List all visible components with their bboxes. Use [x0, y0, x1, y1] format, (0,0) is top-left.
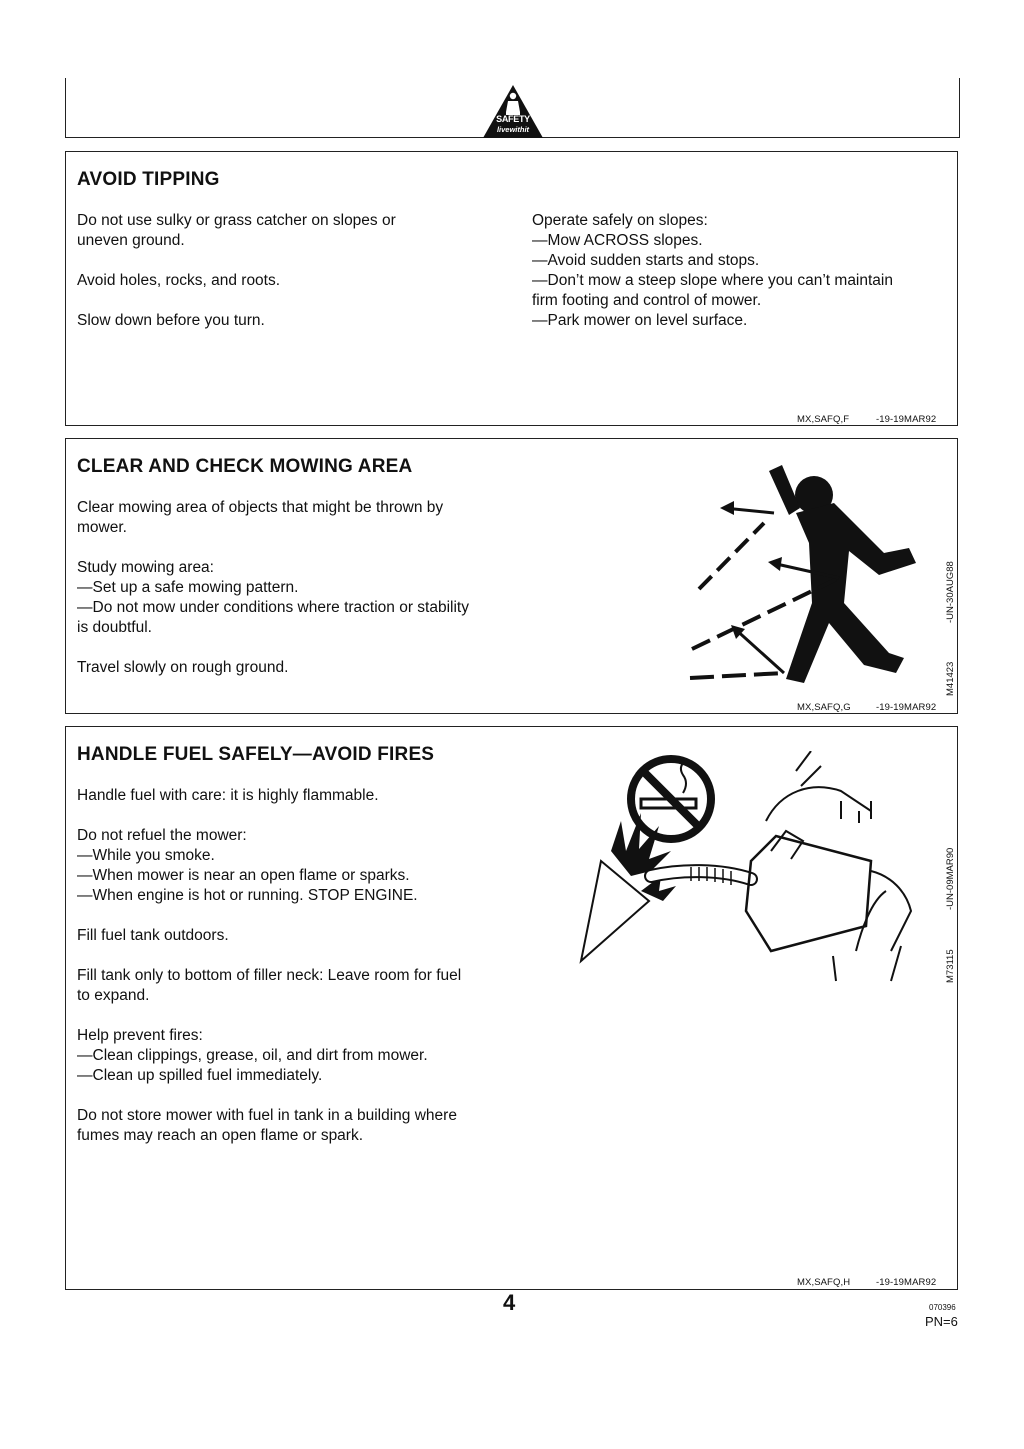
figure-id: M41423 [945, 661, 956, 696]
safety-logo [482, 84, 544, 139]
paragraph-line: Handle fuel with care: it is highly flammable. [77, 787, 379, 804]
paragraph-line: Study mowing area: [77, 559, 214, 576]
paragraph-line: —Mow ACROSS slopes. [532, 232, 703, 249]
paragraph-line: Fill tank only to bottom of filler neck: Leave room for fuel [77, 967, 462, 984]
section-title: AVOID TIPPING [77, 169, 220, 190]
paragraph-line: —Park mower on level surface. [532, 312, 748, 329]
paragraph-line: —Avoid sudden starts and stops. [532, 252, 760, 269]
paragraph-line: —Clean clippings, grease, oil, and dirt from mower. [77, 1047, 428, 1064]
page-code: PN=6 [925, 1314, 958, 1329]
section-date-code: -19-19MAR92 [876, 414, 937, 425]
paragraph-line: —While you smoke. [77, 847, 215, 864]
paragraph-line: —When engine is hot or running. STOP ENGINE. [77, 887, 418, 904]
paragraph-line: Do not use sulky or grass catcher on slopes or [77, 212, 396, 229]
paragraph-line: Operate safely on slopes: [532, 212, 708, 229]
paragraph-line: uneven ground. [77, 232, 185, 249]
section-title: HANDLE FUEL SAFELY—AVOID FIRES [77, 744, 435, 765]
paragraph-line: fumes may reach an open flame or spark. [77, 1127, 364, 1144]
section-handle-fuel [65, 726, 958, 1290]
section-date-code: -19-19MAR92 [876, 1277, 937, 1288]
paragraph-line: to expand. [77, 987, 150, 1004]
section-clear-mowing-area [65, 438, 958, 714]
safety-logo-text: SAFETY [496, 114, 530, 124]
page-number: 4 [503, 1290, 516, 1315]
paragraph-line: mower. [77, 519, 127, 536]
left-column [77, 211, 517, 331]
left-column [77, 498, 527, 678]
paragraph-line: Clear mowing area of objects that might be thrown by [77, 499, 444, 516]
thrown-object-illustration [624, 453, 934, 693]
section-code: MX,SAFQ,H [797, 1277, 851, 1288]
paragraph-line: Slow down before you turn. [77, 312, 265, 329]
safety-logo-slogan: livewithit [496, 125, 530, 134]
paragraph-line: —When mower is near an open flame or sparks. [77, 867, 410, 884]
paragraph-line: Do not store mower with fuel in tank in a building where [77, 1107, 457, 1124]
paragraph-line: Avoid holes, rocks, and roots. [77, 272, 281, 289]
right-column [532, 211, 952, 331]
left-column [77, 786, 527, 1146]
paragraph-line: —Set up a safe mowing pattern. [77, 579, 299, 596]
paragraph-line: Do not refuel the mower: [77, 827, 247, 844]
paragraph-line: Travel slowly on rough ground. [77, 659, 289, 676]
section-title: CLEAR AND CHECK MOWING AREA [77, 456, 413, 477]
paragraph-line: Help prevent fires: [77, 1027, 203, 1044]
paragraph-line: —Don’t mow a steep slope where you can’t maintain [532, 272, 893, 289]
figure-date: -UN-09MAR90 [945, 847, 956, 910]
figure-id: M73115 [945, 949, 956, 983]
section-code: MX,SAFQ,G [797, 702, 851, 713]
document-id: 070396 [929, 1303, 956, 1312]
paragraph-line: is doubtful. [77, 619, 152, 636]
section-avoid-tipping [65, 151, 958, 426]
section-code: MX,SAFQ,F [797, 414, 850, 425]
paragraph-line: —Do not mow under conditions where traction or stability [77, 599, 469, 616]
refueling-illustration [571, 751, 931, 991]
paragraph-line: firm footing and control of mower. [532, 292, 762, 309]
paragraph-line: Fill fuel tank outdoors. [77, 927, 229, 944]
figure-date: -UN-30AUG88 [945, 561, 956, 623]
paragraph-line: —Clean up spilled fuel immediately. [77, 1067, 323, 1084]
section-date-code: -19-19MAR92 [876, 702, 937, 713]
